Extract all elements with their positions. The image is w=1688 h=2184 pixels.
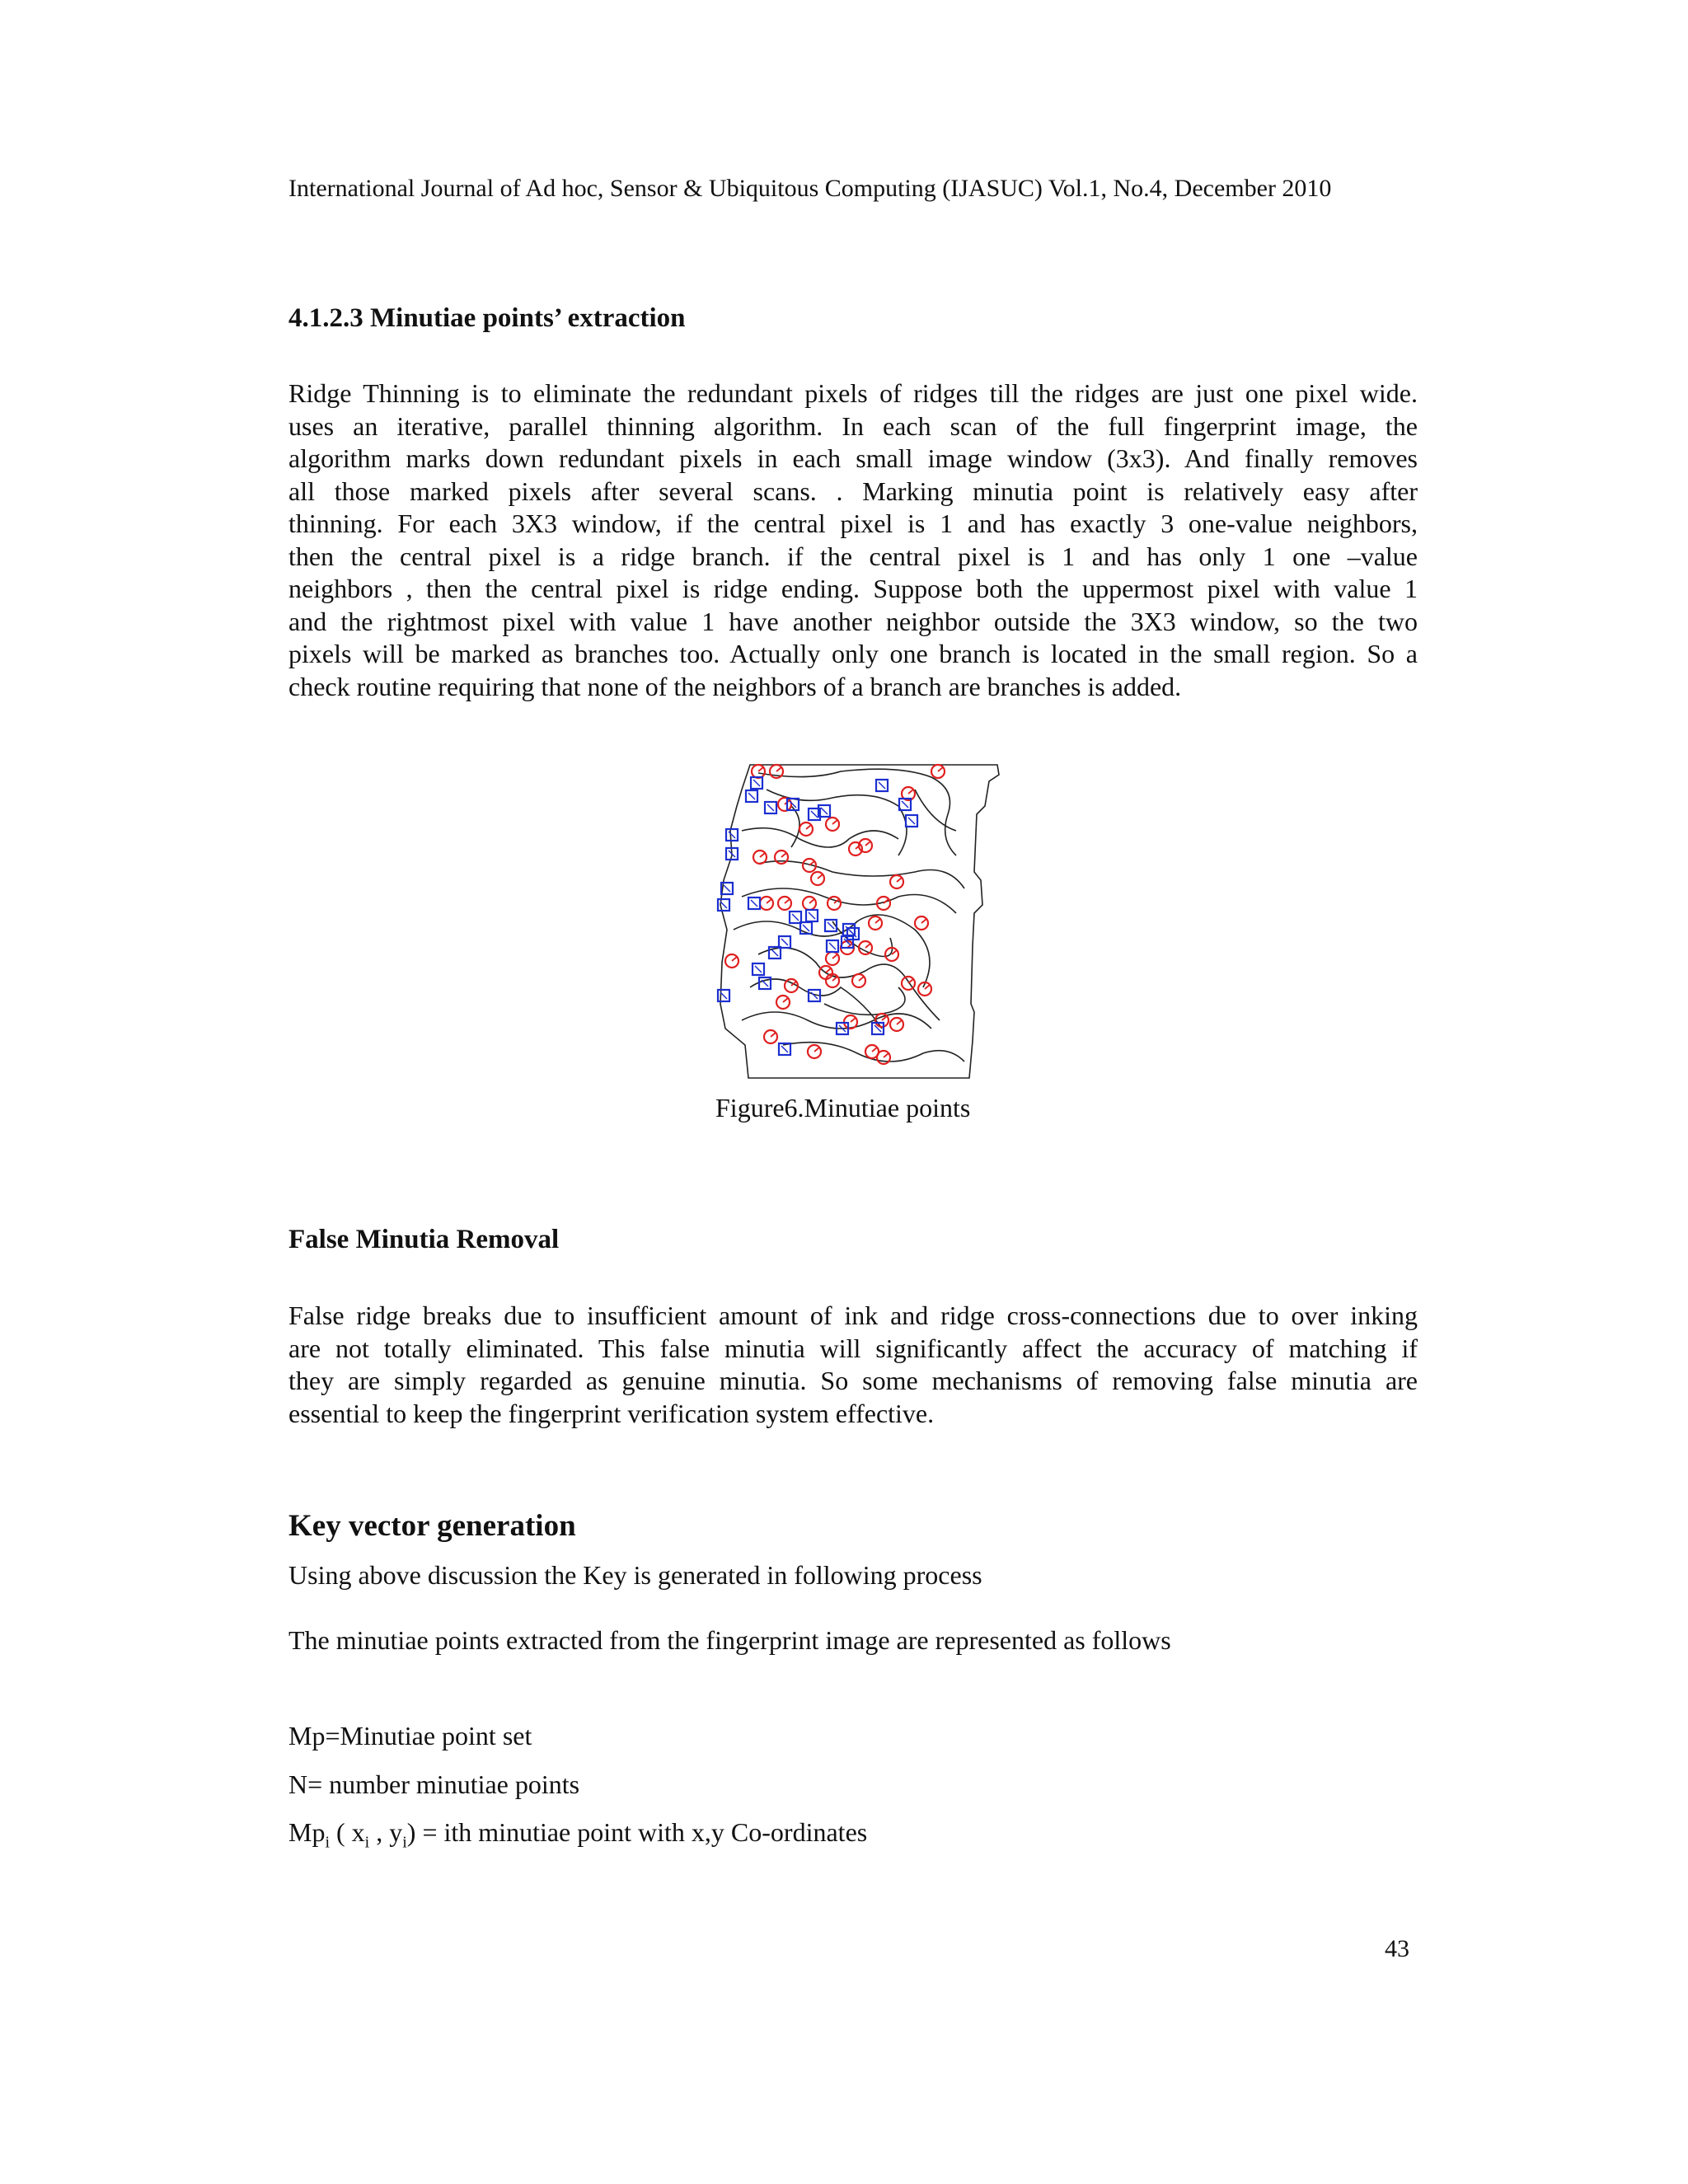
ridge-branch-direction (811, 811, 818, 818)
paragraph-line: neighbors , then the central pixel is ridge ending. Suppose both the uppermost pixel with value 1 (288, 574, 1418, 603)
ridge-ending-direction (814, 1047, 819, 1052)
paragraph-line: are not totally eliminated. This false minutia will significantly affect the accuracy of matching if (288, 1333, 1418, 1363)
ridge-branch-direction (755, 966, 762, 972)
paragraph-line: pixels will be marked as branches too. Actually only one branch is located in the small region. So a (288, 639, 1418, 668)
minutiae-figure (709, 757, 1039, 1086)
ridge-branch-direction (781, 1046, 788, 1052)
ridge-ending-direction (806, 825, 811, 829)
figure-caption: Figure6.Minutiae points (715, 1093, 971, 1122)
paragraph-line: then the central pixel is a ridge branch. if the central pixel is 1 and has only 1 one –value (288, 541, 1418, 571)
ridge-ending-direction (851, 1018, 856, 1022)
ridge-branch-direction (771, 949, 778, 956)
ridge-ending-direction (908, 790, 913, 794)
paragraph-line: check routine requiring that none of the neighbors of a branch are branches is added. (288, 671, 1182, 701)
ridge-branch-direction (781, 939, 788, 945)
ridge-line (742, 828, 898, 847)
ridge-ending-direction (781, 853, 786, 857)
ridge-ending-direction (818, 874, 823, 879)
ridge-branch-direction (803, 925, 809, 931)
paragraph-line: essential to keep the fingerprint verification system effective. (288, 1398, 935, 1428)
ridge-ending-direction (776, 767, 781, 771)
section-title: 4.1.2.3 Minutiae points’ extraction (288, 303, 686, 333)
paragraph-line: False ridge breaks due to insufficient amount of ink and ridge cross-connections due to over inking (288, 1301, 1418, 1330)
ridge-ending-direction (809, 899, 814, 903)
ridge-branch-direction (748, 793, 755, 799)
ridge-ending-direction (872, 1047, 877, 1052)
ridge-ending-direction (771, 1033, 776, 1037)
definition-line: Mp=Minutiae point set (288, 1721, 532, 1750)
paragraph-line: all those marked pixels after several scans. . Marking minutia point is relatively easy after (288, 476, 1418, 506)
ridge-ending-direction (865, 841, 870, 846)
key-vector-line: Using above discussion the Key is generated in following process (288, 1560, 982, 1590)
ridge-ending-direction (921, 919, 926, 923)
ridge-ending-direction (897, 1020, 902, 1024)
key-vector-line: The minutiae points extracted from the fingerprint image are represented as follows (288, 1625, 1171, 1655)
journal-header: International Journal of Ad hoc, Sensor & Ubiquitous Computing (IJASUC) Vol.1, No.4, December 2010 (288, 175, 1332, 202)
ridge-ending-direction (865, 944, 870, 948)
ridge-ending-direction (783, 998, 788, 1002)
ridge-branch-direction (767, 804, 774, 811)
ridge-branch-direction (809, 912, 815, 919)
ridge-branch-direction (879, 782, 885, 789)
ridge-line (742, 888, 956, 913)
paragraph-line: they are simply regarded as genuine minutia. So some mechanisms of removing false minutia are (288, 1366, 1418, 1395)
ridge-ending-direction (758, 767, 763, 771)
false-minutia-paragraph (288, 1300, 1418, 1430)
ridge-ending-direction (938, 767, 943, 771)
section-paragraph (288, 377, 1418, 703)
ridge-ending-direction (785, 899, 790, 903)
ridge-ending-direction (897, 878, 902, 882)
key-vector-title: Key vector generation (288, 1509, 576, 1543)
ridge-ending-direction (826, 968, 831, 972)
paragraph-line: thinning. For each 3X3 window, if the central pixel is 1 and has exactly 3 one-value neighbors, (288, 509, 1418, 538)
ridge-branch-direction (829, 943, 836, 949)
definition-line: N= number minutiae points (288, 1769, 580, 1799)
paragraph-line: and the rightmost pixel with value 1 have another neighbor outside the 3X3 window, so the two (288, 606, 1418, 636)
ridge-ending-direction (908, 979, 913, 983)
ridge-ending-direction (832, 954, 837, 958)
ridge-ending-direction (925, 985, 930, 989)
paragraph-line: uses an iterative, parallel thinning algorithm. In each scan of the full fingerprint image, the (288, 410, 1418, 441)
ridge-ending-direction (760, 853, 765, 857)
ridge-ending-direction (875, 919, 880, 923)
ridge-ending-direction (767, 899, 771, 903)
ridge-branch-direction (724, 885, 730, 892)
ridge-branch-direction (902, 801, 908, 808)
ridge-branch-direction (753, 780, 760, 786)
ridge-line (791, 806, 799, 847)
ridge-line (915, 790, 956, 831)
subsection-title: False Minutia Removal (288, 1225, 560, 1254)
paragraph-line: Ridge Thinning is to eliminate the redundant pixels of ridges till the ridges are just one pixel wide. (288, 378, 1418, 408)
definition-line: $Mp_i$ ( $x_i$ , $y_i$) = ith minutiae point with x,y Co-ordinates (288, 1817, 868, 1852)
ridge-branch-direction (729, 832, 735, 838)
ridge-ending-direction (832, 820, 837, 824)
ridge-ending-direction (884, 1053, 889, 1057)
ridge-ending-direction (859, 977, 864, 981)
ridge-branch-direction (792, 914, 799, 921)
ridge-branch-direction (821, 808, 828, 814)
ridge-ending-direction (732, 957, 737, 961)
ridge-line (758, 861, 964, 888)
paragraph-line: algorithm marks down redundant pixels in each small image window (3x3). And finally removes (288, 443, 1418, 473)
minutiae-plot (709, 757, 1039, 1086)
ridge-branch-direction (908, 818, 915, 824)
ridge-branch-direction (751, 900, 757, 907)
page-number: 43 (1385, 1935, 1409, 1962)
